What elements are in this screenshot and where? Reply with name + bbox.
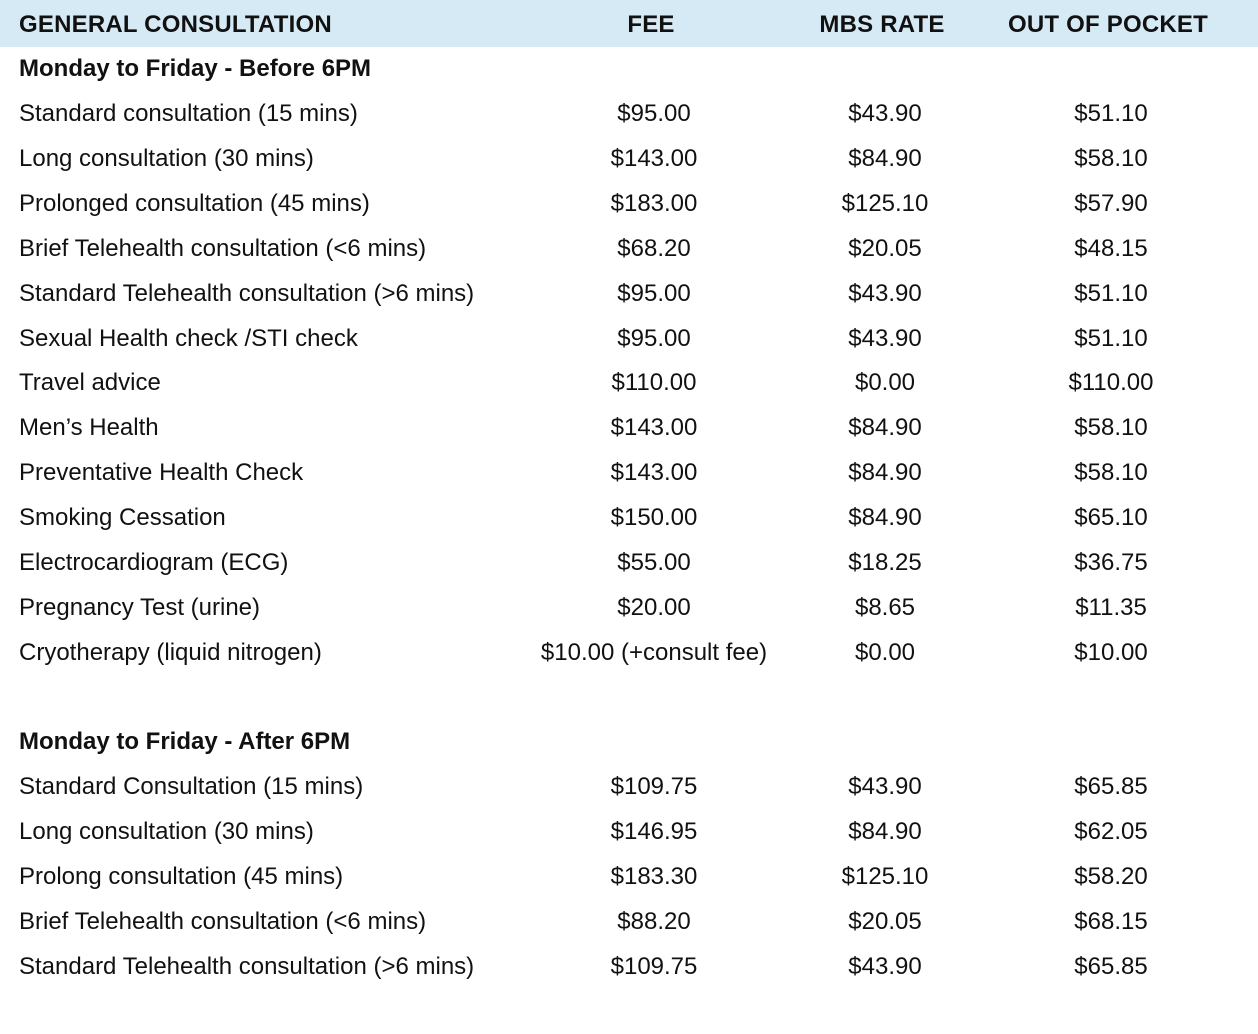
out-of-pocket-cell: $48.15 [1074, 234, 1148, 262]
out-of-pocket-cell: $58.10 [1074, 144, 1148, 172]
table-row [0, 325, 1258, 370]
table-row [0, 459, 1258, 504]
mbs-rate-cell: $84.90 [848, 459, 922, 487]
mbs-rate-cell: $125.10 [841, 862, 929, 890]
fee-cell: $109.75 [610, 952, 698, 980]
header-general-consultation: GENERAL CONSULTATION [19, 11, 332, 38]
mbs-rate-cell: $43.90 [848, 100, 922, 127]
fee-cell: $95.00 [617, 100, 691, 127]
table-row [0, 639, 1258, 684]
mbs-rate-cell: $43.90 [848, 952, 922, 980]
table-row [0, 863, 1258, 908]
mbs-rate-cell: $18.25 [848, 549, 922, 576]
out-of-pocket-cell: $57.90 [1074, 189, 1148, 217]
out-of-pocket-cell: $51.10 [1074, 324, 1148, 352]
out-of-pocket-cell: $58.10 [1074, 414, 1148, 442]
fee-cell: $146.95 [610, 817, 698, 845]
fee-cell: $10.00 (+consult fee) [540, 638, 768, 666]
mbs-rate-cell: $8.65 [854, 593, 916, 621]
fee-cell: $109.75 [610, 773, 698, 800]
table-row [0, 235, 1258, 280]
fee-cell: $143.00 [610, 144, 698, 172]
mbs-rate-cell: $0.00 [854, 638, 916, 666]
header-mbs-rate: MBS RATE [819, 11, 945, 38]
section-title: Monday to Friday - Before 6PM [19, 55, 372, 82]
table-row [0, 773, 1258, 818]
service-name: Men’s Health [19, 414, 159, 442]
out-of-pocket-cell: $11.35 [1075, 593, 1147, 621]
mbs-rate-cell: $84.90 [848, 144, 922, 172]
table-row [0, 908, 1258, 953]
out-of-pocket-cell: $65.10 [1074, 504, 1148, 532]
mbs-rate-cell: $125.10 [841, 189, 929, 217]
service-name: Brief Telehealth consultation (<6 mins) [19, 234, 427, 262]
table-row [0, 549, 1258, 594]
fee-cell: $110.00 [611, 369, 697, 397]
mbs-rate-cell: $84.90 [848, 414, 922, 442]
table-row [0, 145, 1258, 190]
out-of-pocket-cell: $58.10 [1074, 459, 1148, 487]
fee-cell: $68.20 [617, 234, 691, 262]
service-name: Long consultation (30 mins) [19, 817, 314, 845]
table-header [0, 0, 1258, 47]
mbs-rate-cell: $84.90 [848, 817, 922, 845]
out-of-pocket-cell: $110.00 [1068, 369, 1154, 397]
fee-cell: $88.20 [617, 907, 691, 935]
table-row [0, 504, 1258, 549]
mbs-rate-cell: $43.90 [848, 279, 922, 307]
service-name: Prolonged consultation (45 mins) [19, 189, 370, 217]
service-name: Preventative Health Check [19, 459, 304, 487]
service-name: Standard Telehealth consultation (>6 mins) [19, 279, 475, 307]
fee-cell: $55.00 [617, 549, 691, 576]
mbs-rate-cell: $43.90 [848, 773, 922, 800]
out-of-pocket-cell: $68.15 [1074, 907, 1148, 935]
table-row [0, 414, 1258, 459]
out-of-pocket-cell: $65.85 [1074, 773, 1148, 800]
header-out-of-pocket: OUT OF POCKET [1008, 11, 1208, 38]
service-name: Standard Telehealth consultation (>6 mins) [19, 952, 475, 980]
service-name: Smoking Cessation [19, 504, 226, 532]
table-row [0, 369, 1258, 414]
mbs-rate-cell: $20.05 [848, 907, 922, 935]
table-row [0, 100, 1258, 145]
mbs-rate-cell: $43.90 [848, 324, 922, 352]
mbs-rate-cell: $84.90 [848, 504, 922, 532]
out-of-pocket-cell: $51.10 [1074, 100, 1148, 127]
service-name: Long consultation (30 mins) [19, 144, 314, 172]
service-name: Electrocardiogram (ECG) [19, 549, 289, 576]
fee-cell: $150.00 [610, 504, 698, 532]
table-row [0, 280, 1258, 325]
mbs-rate-cell: $20.05 [848, 234, 922, 262]
service-name: Prolong consultation (45 mins) [19, 862, 344, 890]
service-name: Pregnancy Test (urine) [19, 593, 261, 621]
fee-cell: $143.00 [610, 459, 698, 487]
out-of-pocket-cell: $65.85 [1074, 952, 1148, 980]
service-name: Cryotherapy (liquid nitrogen) [19, 638, 322, 666]
table-row [0, 818, 1258, 863]
service-name: Standard Consultation (15 mins) [19, 773, 364, 800]
fee-cell: $95.00 [617, 324, 691, 352]
out-of-pocket-cell: $62.05 [1074, 817, 1148, 845]
table-row [0, 190, 1258, 235]
out-of-pocket-cell: $58.20 [1074, 862, 1148, 890]
fee-cell: $183.00 [610, 189, 698, 217]
mbs-rate-cell: $0.00 [854, 369, 916, 397]
fee-cell: $20.00 [617, 593, 691, 621]
service-name: Standard consultation (15 mins) [19, 100, 358, 127]
header-fee: FEE [627, 11, 675, 38]
service-name: Brief Telehealth consultation (<6 mins) [19, 907, 427, 935]
table-row [0, 594, 1258, 639]
out-of-pocket-cell: $36.75 [1074, 549, 1148, 576]
table-row [0, 953, 1258, 998]
fee-cell: $143.00 [610, 414, 698, 442]
section-title: Monday to Friday - After 6PM [19, 728, 351, 755]
fee-cell: $95.00 [617, 279, 691, 307]
out-of-pocket-cell: $51.10 [1074, 279, 1148, 307]
fee-cell: $183.30 [610, 862, 698, 890]
out-of-pocket-cell: $10.00 [1074, 638, 1148, 666]
service-name: Sexual Health check /STI check [19, 324, 358, 352]
service-name: Travel advice [19, 369, 161, 397]
